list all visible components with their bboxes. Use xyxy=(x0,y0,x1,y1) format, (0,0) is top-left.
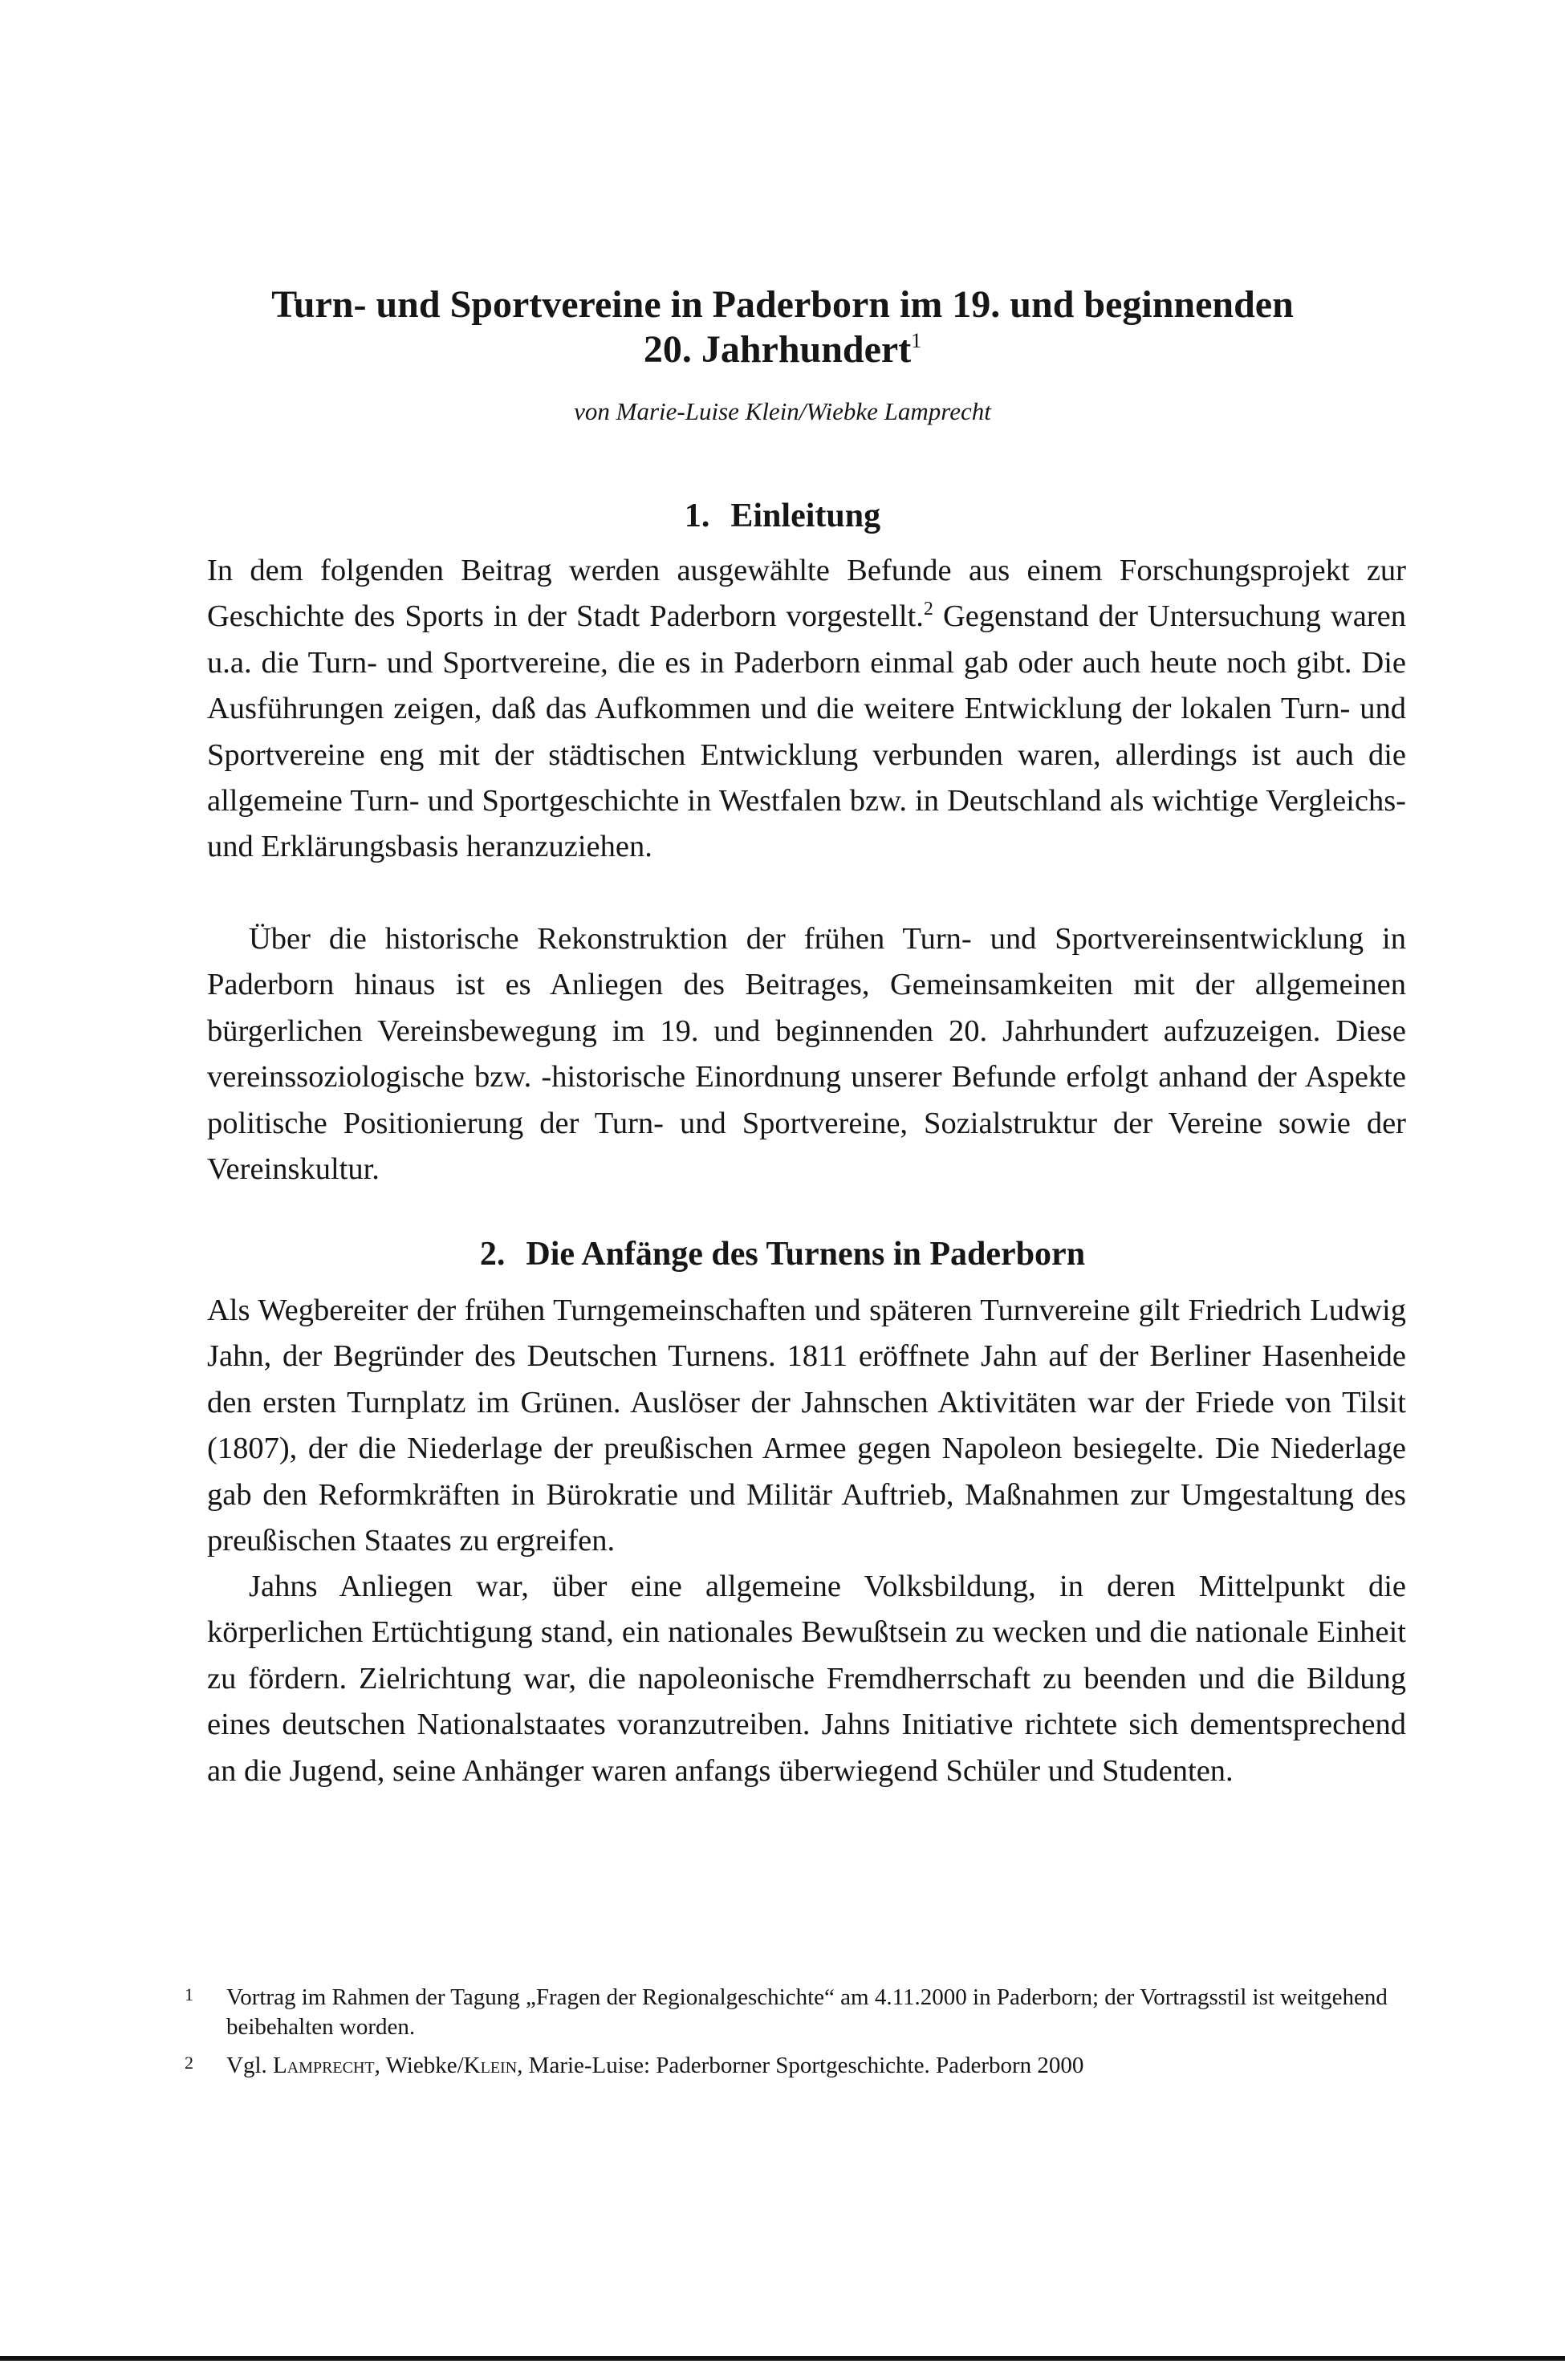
footnote-ref-2: 2 xyxy=(923,599,933,620)
footnote-text-suffix: , Marie-Luise: Paderborner Sportgeschichte. Paderborn 2000 xyxy=(517,2053,1084,2078)
footnote-text: Vortrag im Rahmen der Tagung „Fragen der Regionalgeschichte“ am 4.11.2000 in Paderborn; der Vortragsstil ist weitgehend beibehalten worden. xyxy=(226,1984,1388,2040)
paragraph-einleitung-2: Über die historische Rekonstruktion der frühen Turn- und Sportvereinsentwicklung in Paderborn hinaus ist es Anliegen des Beitrages, Gemeinsamkeiten mit der allgemeinen bürgerlichen Vereinsbewegung im 19. und beginnenden 20. Jahrhundert aufzuzeigen. Diese vereinssoziologische bzw. -historische Einordnung unserer Befunde erfolgt anhand der Aspekte politische Positionierung der Turn- und Sportvereine, Sozialstruktur der Vereine sowie der Vereinskultur. xyxy=(207,922,1406,1187)
paragraph-text: Gegenstand der Untersuchung waren u.a. die Turn- und Sportvereine, die es in Paderborn einmal gab oder auch heute noch gibt. Die Ausführungen zeigen, daß das Aufkommen und die weitere Entwicklung der lokalen Turn- und Sportvereine eng mit der städtischen Entwicklung verbunden waren, allerdings ist auch die allgemeine Turn- und Sportgeschichte in Westfalen bzw. in Deutschland als wichtige Vergleichs- und Erklärungsbasis heranzuziehen. xyxy=(207,599,1406,864)
footnote-mark: 1 xyxy=(185,1984,193,2004)
footnote-text-mid: , Wiebke/ xyxy=(374,2053,464,2078)
section-heading-anfaenge xyxy=(161,1234,1404,1274)
footnote-text-prefix: Vgl. xyxy=(226,2053,273,2078)
section-title: Einleitung xyxy=(730,498,881,534)
article-title xyxy=(161,282,1404,372)
article-title-line-2: 20. Jahrhundert xyxy=(643,328,912,371)
page-bottom-rule xyxy=(0,2356,1565,2361)
paragraph-anfaenge-2: Jahns Anliegen war, über eine allgemeine Volksbildung, in deren Mittelpunkt die körperlichen Ertüchtigung stand, ein nationales Bewußtsein zu wecken und die nationale Einheit zu fördern. Zielrichtung war, die napoleonische Fremdherrschaft zu beenden und die Bildung eines deutschen Nationalstaates voranzutreiben. Jahns Initiative richtete sich dementsprechend an die Jugend, seine Anhänger waren anfangs überwiegend Schüler und Studenten. xyxy=(207,1570,1406,1788)
paragraph-text: In dem folgenden Beitrag werden ausgewählte Befunde aus einem Forschungsprojekt zur Geschichte des Sports in der Stadt Paderborn vorgestellt. xyxy=(207,554,1406,634)
section-number: 1. xyxy=(684,498,710,534)
footnote-author-klein: Klein xyxy=(463,2053,518,2078)
footnote-mark: 2 xyxy=(185,2053,193,2073)
footnote-1 xyxy=(185,1983,1421,2042)
footnote-2 xyxy=(185,2051,1421,2081)
article-title-line-1: Turn- und Sportvereine in Paderborn im 19. und beginnenden xyxy=(271,283,1294,326)
footnote-ref-1: 1 xyxy=(911,329,922,352)
paragraph-einleitung-1 xyxy=(207,548,1406,871)
article-byline: von Marie-Luise Klein/Wiebke Lamprecht xyxy=(574,397,991,425)
section-title: Die Anfänge des Turnens in Paderborn xyxy=(526,1236,1086,1273)
section-heading-einleitung xyxy=(161,496,1404,536)
footnote-text xyxy=(226,2051,1421,2081)
footnote-author-lamprecht: Lamprecht xyxy=(273,2053,375,2078)
paragraph-anfaenge-1: Als Wegbereiter der frühen Turngemeinschaften und späteren Turnvereine gilt Friedrich Ludwig Jahn, der Begründer des Deutschen Turnens. 1811 eröffnete Jahn auf der Berliner Hasenheide den ersten Turnplatz im Grünen. Auslöser der Jahnschen Aktivitäten war der Friede von Tilsit (1807), der die Niederlage der preußischen Armee gegen Napoleon besiegelte. Die Niederlage gab den Reformkräften in Bürokratie und Militär Auftrieb, Maßnahmen zur Umgestaltung des preußischen Staates zu ergreifen. xyxy=(207,1294,1406,1558)
section-number: 2. xyxy=(479,1236,506,1273)
